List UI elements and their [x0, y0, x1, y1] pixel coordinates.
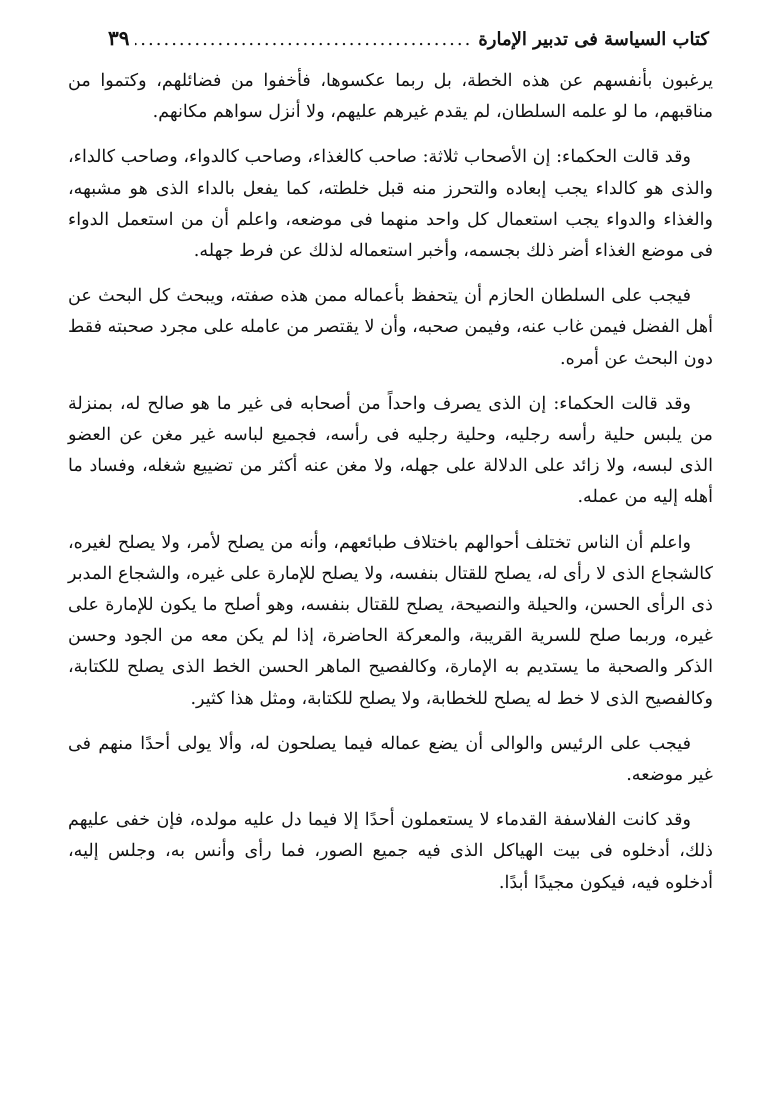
dot-leader	[135, 29, 472, 50]
paragraph: وقد قالت الحكماء: إن الأصحاب ثلاثة: صاحب كالغذاء، وصاحب كالدواء، وصاحب كالداء، والذى هو كالداء يجب إبعاده والتحرز منه قبل خلطته، كما يفعل بالداء الذى هو مشبهه، والغذاء والدواء يجب استعمال كل واحد منهما فى موضعه، واعلم أن من استعمل الدواء فى موضع الغذاء أضر ذلك بجسمه، وأخبر استعماله لذلك عن فرط جهله.	[68, 147, 713, 262]
paragraph: فيجب على الرئيس والوالى أن يضع عماله فيما يصلحون له، وألا يولى أحدًا منهم فى غير موضعه.	[68, 733, 713, 786]
paragraph: واعلم أن الناس تختلف أحوالهم باختلاف طبائعهم، وأنه من يصلح لأمر، ولا يصلح لغيره، كالشجاع الذى لا رأى له، يصلح للقتال بنفسه، ولا يصلح للإمارة على غيره، والشجاع المدبر ذى الرأى الحسن، والحيلة والنصيحة، يصلح للقتال بنفسه، وهو أصلح ما يكون للإمارة على غيره، وربما صلح للسرية القريبة، والمعركة الحاضرة، إذا لم يكن معه من الجود وحسن الذكر والصحبة ما يستديم به الإمارة، وكالفصيح الماهر الحسن الخط الذى يصلح للكتابة، وكالفصيح الذى لا خط له يصلح للخطابة، ولا يصلح للكتابة، ومثل هذا كثير.	[68, 532, 713, 709]
page-body	[68, 66, 713, 913]
page-number: ٣٩	[108, 26, 130, 50]
running-head	[108, 26, 709, 56]
paragraph: يرغبون بأنفسهم عن هذه الخطة، بل ربما عكسوها، فأخفوا من فضائلهم، وكتموا من مناقبهم، ما لو علمه السلطان، لم يقدم غيرهم عليهم، ولا أنزل سواهم مكانهم.	[68, 71, 713, 123]
paragraph: وقد قالت الحكماء: إن الذى يصرف واحداً من أصحابه فى غير ما هو صالح له، بمنزلة من يلبس حلية رأسه رجليه، وحلية رجليه فى رأسه، فجميع لباسه غير مغن عن العضو الذى لبسه، ولا زائد على الدلالة على جهله، ولا مغن عنه أكثر من تضييع شغله، وفساد ما أهله إليه من عمله.	[68, 393, 713, 508]
book-title: كتاب السياسة فى تدبير الإمارة	[478, 29, 709, 50]
paragraph: وقد كانت الفلاسفة القدماء لا يستعملون أحدًا إلا فيما دل عليه مولده، فإن خفى عليهم ذلك، أدخلوه فى بيت الهياكل الذى فيه جميع الصور، فما رأى وأنس به، وجلس إليه، أدخلوه فيه، فيكون مجيدًا أبدًا.	[68, 810, 713, 893]
paragraph: فيجب على السلطان الحازم أن يتحفظ بأعماله ممن هذه صفته، ويبحث كل البحث عن أهل الفضل فيمن غاب عنه، وفيمن صحبه، وأن لا يقتصر من عامله على مجرد صحبته فقط دون البحث عن أمره.	[68, 286, 713, 369]
